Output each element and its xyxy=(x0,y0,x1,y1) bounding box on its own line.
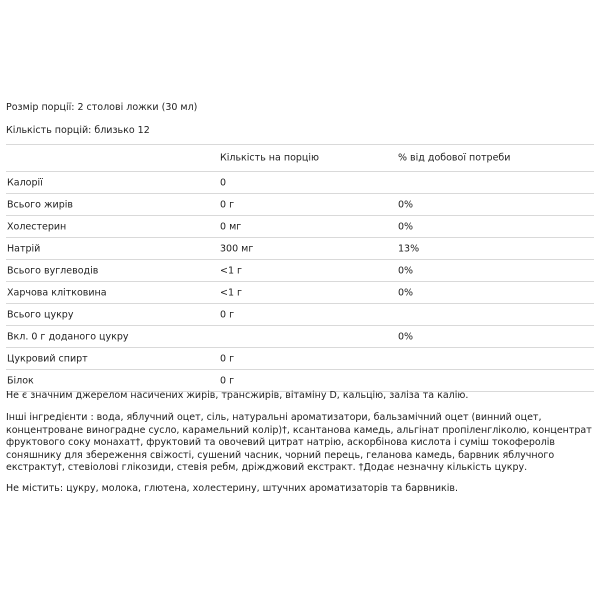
table-row xyxy=(6,194,594,216)
table-row xyxy=(6,216,594,238)
table-row xyxy=(6,172,594,194)
nutrient-name: Харчова клітковина xyxy=(7,287,107,298)
serving-size: Розмір порції: 2 столові ложки (30 мл) xyxy=(6,102,198,113)
nutrient-amount: 0 г xyxy=(220,353,235,364)
nutrient-daily-value: 0% xyxy=(398,199,414,210)
nutrition-table xyxy=(6,144,594,392)
nutrient-name: Натрій xyxy=(7,243,41,254)
nutrient-amount: 300 мг xyxy=(220,243,254,254)
header-daily-value: % від добової потреби xyxy=(398,152,511,164)
nutrient-name: Цукровий спирт xyxy=(7,353,88,364)
nutrient-daily-value: 0% xyxy=(398,331,414,342)
nutrient-amount: <1 г xyxy=(220,287,243,298)
nutrient-amount: 0 г xyxy=(220,309,235,320)
nutrient-daily-value: 0% xyxy=(398,265,414,276)
servings-count: Кількість порцій: близько 12 xyxy=(6,125,150,136)
nutrient-name: Вкл. 0 г доданого цукру xyxy=(7,331,129,342)
nutrient-daily-value: 0% xyxy=(398,221,414,232)
nutrient-daily-value: 0% xyxy=(398,287,414,298)
table-header-row xyxy=(6,144,594,172)
nutrient-amount: 0 г xyxy=(220,375,235,386)
table-row xyxy=(6,282,594,304)
ingredients-text: Інші інгредієнти : вода, яблучний оцет, сіль, натуральні ароматизатори, бальзамічний оцет (винний оцет, концентроване виноградне сусло, карамельний колір)†, ксантанова камедь, альгінат пропіленгліколю, концентрат фруктового соку монахат†, фруктовий та овочевий цитрат натрію, аскорбінова кислота і суміш токоферолів соняшнику для збереження свіжості, сушений часник, чорний перець, геланова камедь, барвник яблучного екстракту†, стевіолові глікозиди, стевія ребм, дріжджовий екстракт. †Додає незначну кількість цукру. xyxy=(6,412,592,473)
nutrient-name: Білок xyxy=(7,375,34,386)
nutrient-name: Холестерин xyxy=(7,221,67,232)
nutrient-name: Всього цукру xyxy=(7,309,74,320)
nutrient-daily-value: 13% xyxy=(398,243,420,254)
nutrient-name: Всього жирів xyxy=(7,199,73,210)
table-row xyxy=(6,326,594,348)
not-significant-note: Не є значним джерелом насичених жирів, трансжирів, вітаміну D, кальцію, заліза та калію. xyxy=(6,390,469,401)
nutrient-name: Калорії xyxy=(7,177,43,188)
nutrient-name: Всього вуглеводів xyxy=(7,265,99,276)
nutrient-amount: 0 г xyxy=(220,199,235,210)
does-not-contain-note: Не містить: цукру, молока, глютена, холестерину, штучних ароматизаторів та барвників. xyxy=(6,483,459,494)
table-row xyxy=(6,260,594,282)
header-amount: Кількість на порцію xyxy=(220,152,320,164)
nutrient-amount: 0 мг xyxy=(220,221,242,232)
table-row xyxy=(6,238,594,260)
nutrient-amount: 0 xyxy=(220,177,227,188)
table-row xyxy=(6,370,594,392)
table-row xyxy=(6,348,594,370)
table-row xyxy=(6,304,594,326)
nutrient-amount: <1 г xyxy=(220,265,243,276)
